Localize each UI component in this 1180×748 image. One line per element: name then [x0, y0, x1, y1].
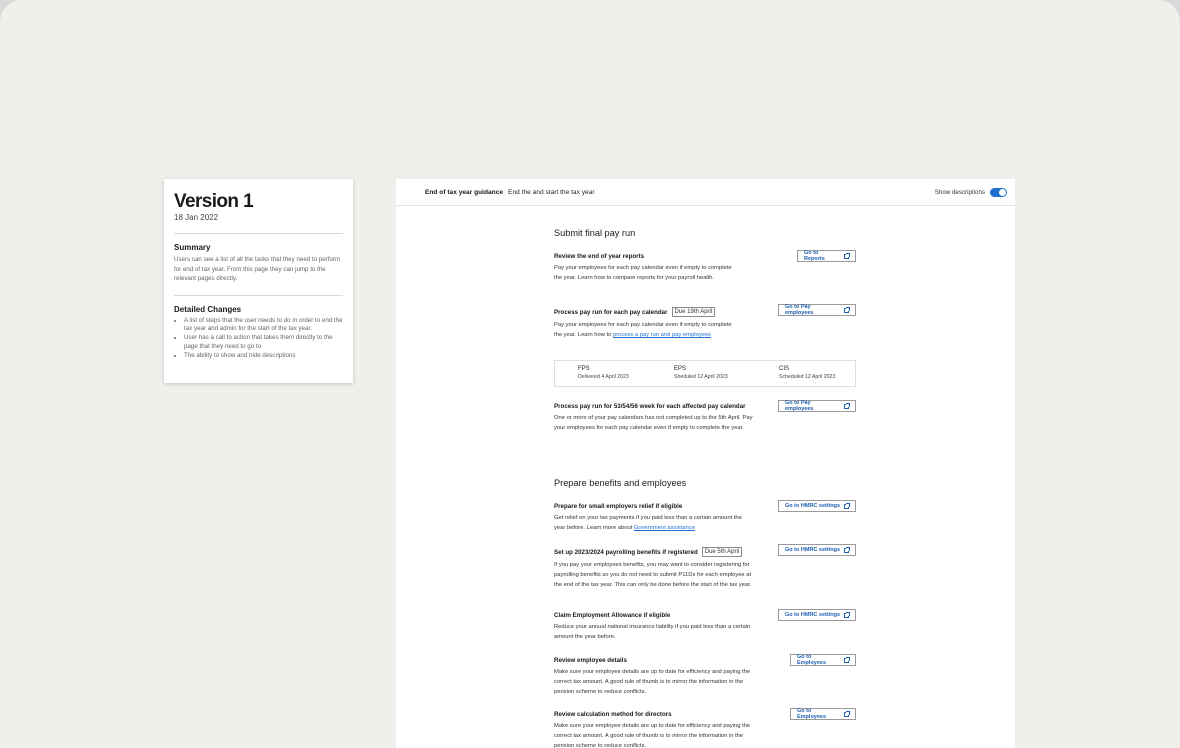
go-to-hmrc-settings-button[interactable] — [778, 500, 856, 512]
page-subtitle: End the and start the tax year — [508, 188, 595, 196]
show-descriptions-control — [935, 188, 1007, 197]
button-label: Go to Pay employees — [785, 400, 814, 412]
external-link-icon — [844, 404, 849, 409]
submission-fps — [578, 366, 678, 386]
task-small-employers-relief — [554, 503, 856, 533]
external-link-icon — [844, 504, 849, 509]
external-link-icon — [844, 308, 849, 313]
top-bar — [396, 179, 1015, 206]
go-to-employees-button[interactable] — [790, 708, 856, 720]
submission-cis — [779, 366, 835, 386]
task-review-employee-details — [554, 654, 856, 697]
go-to-hmrc-settings-button[interactable] — [778, 544, 856, 556]
list-item: • The ability to show and hide descriptions — [184, 352, 343, 361]
task-title-text: Set up 2023/2024 payrolling benefits if registered — [554, 548, 698, 556]
changes-heading: Detailed Changes — [174, 304, 242, 314]
divider — [174, 233, 343, 234]
task-review-reports — [554, 250, 856, 283]
button-label: Go to HMRC settings — [785, 612, 840, 618]
task-process-extra-week — [554, 400, 856, 433]
go-to-hmrc-settings-button[interactable] — [778, 609, 856, 621]
toggle-label: Show descriptions — [934, 188, 985, 196]
version-title: Version 1 — [174, 191, 254, 212]
task-title-text: Review the end of year reports — [554, 253, 645, 260]
go-to-employees-button[interactable] — [790, 654, 856, 666]
task-employment-allowance — [554, 612, 856, 642]
task-title-text: Claim Employment Allowance if eligible — [554, 612, 671, 619]
toggle-knob — [999, 189, 1006, 196]
process-pay-run-link[interactable]: process a pay run and pay employees — [612, 332, 711, 338]
task-description: Make sure your employee details are up to date for efficiency and paying the correct tax amount. A good rule of thumb is to mirror the information in the pension scheme to reduce conflicts. — [554, 669, 751, 695]
submission-date: Sheduled 12 April 2023 — [674, 374, 728, 380]
button-label: Go to HMRC settings — [785, 503, 840, 509]
task-review-directors — [554, 708, 856, 748]
submission-eps — [674, 366, 774, 386]
button-label: Go to Reports — [804, 250, 825, 262]
submission-name: FPS — [578, 366, 590, 372]
due-badge: Due 5th April — [702, 547, 742, 557]
task-description: If you pay your employees benefits, you may want to consider registering for payrolling benefits so you do not need to submit P11Ds for each employee at the end of the tax year. This can only be done before the start of the tax year. — [554, 562, 752, 588]
divider — [174, 295, 343, 296]
version-date: 18 Jan 2022 — [174, 213, 219, 222]
go-to-pay-employees-button[interactable] — [778, 400, 856, 412]
task-description: Reduce your annual national insurance liability if you paid less than a certain amount the year before. — [554, 624, 751, 640]
external-link-icon — [844, 712, 849, 717]
government-assistance-link[interactable]: Government assistance — [633, 525, 695, 531]
submission-name: CIS — [779, 366, 790, 372]
task-title-text: Review employee details — [554, 657, 627, 664]
changes-list — [174, 317, 343, 361]
task-description — [554, 513, 754, 533]
task-description: One or more of your pay calendars has not completed up to the 5th April. Pay your employees for each pay calendar even if empty to complete the year. — [554, 415, 753, 431]
list-item: • A list of steps that the user needs to do in order to end the tax year and admin for the start of the tax year. — [184, 317, 343, 335]
external-link-icon — [844, 254, 849, 259]
section-title: Submit final pay run — [554, 228, 636, 238]
go-to-reports-button[interactable] — [797, 250, 856, 262]
go-to-pay-employees-button[interactable] — [778, 304, 856, 316]
app-panel — [396, 179, 1015, 748]
submission-date: Scheduled 12 April 2023 — [779, 374, 836, 380]
page-title: End of tax year guidance — [425, 188, 504, 196]
task-title-text: Review calculation method for directors — [554, 711, 672, 718]
section-title: Prepare benefits and employees — [554, 478, 687, 488]
button-label: Go to HMRC settings — [785, 547, 840, 553]
button-label: Go to Pay employees — [785, 304, 814, 316]
button-label: Go to Employees — [797, 708, 827, 720]
task-title-text: Process pay run for each pay calendar — [554, 308, 668, 316]
button-label: Go to Employees — [797, 654, 827, 666]
show-descriptions-toggle[interactable] — [990, 188, 1007, 197]
external-link-icon — [844, 613, 849, 618]
summary-heading: Summary — [174, 243, 211, 252]
description-text: Pay your employees for each pay calendar even if empty to complete the year. Learn how to — [554, 322, 732, 338]
summary-text: Users can see a list of all the tasks that they need to perform for end of tax year. From this page they can jump to the relevant pages directly. — [174, 256, 341, 282]
task-process-pay-run — [554, 304, 856, 340]
task-title-text: Process pay run for 53/54/56 week for each affected pay calendar — [554, 403, 746, 410]
version-card — [164, 179, 353, 383]
due-badge: Due 19th April — [672, 307, 716, 317]
external-link-icon — [844, 548, 849, 553]
task-description: Pay your employees for each pay calendar even if empty to complete the year. Learn how to compare reports for your payroll health. — [554, 265, 732, 281]
task-description: Make sure your employee details are up to date for efficiency and paying the correct tax amount. A good rule of thumb is to mirror the information in the pension scheme to reduce conflicts. — [554, 723, 751, 748]
submissions-summary — [554, 360, 856, 387]
submission-date: Delivered 4 April 2023 — [578, 374, 629, 380]
task-payrolling-benefits — [554, 547, 856, 590]
description-text: Get relief on your tax payments if you paid less than a certain amount the year before. Learn more about — [554, 515, 742, 531]
task-description — [554, 320, 732, 340]
external-link-icon — [844, 658, 849, 663]
list-item: • User has a call to action that takes them directly to the page that they need to go to — [184, 334, 343, 352]
task-title-text: Prepare for small employers relief if eligible — [554, 503, 683, 510]
submission-name: EPS — [674, 366, 687, 372]
